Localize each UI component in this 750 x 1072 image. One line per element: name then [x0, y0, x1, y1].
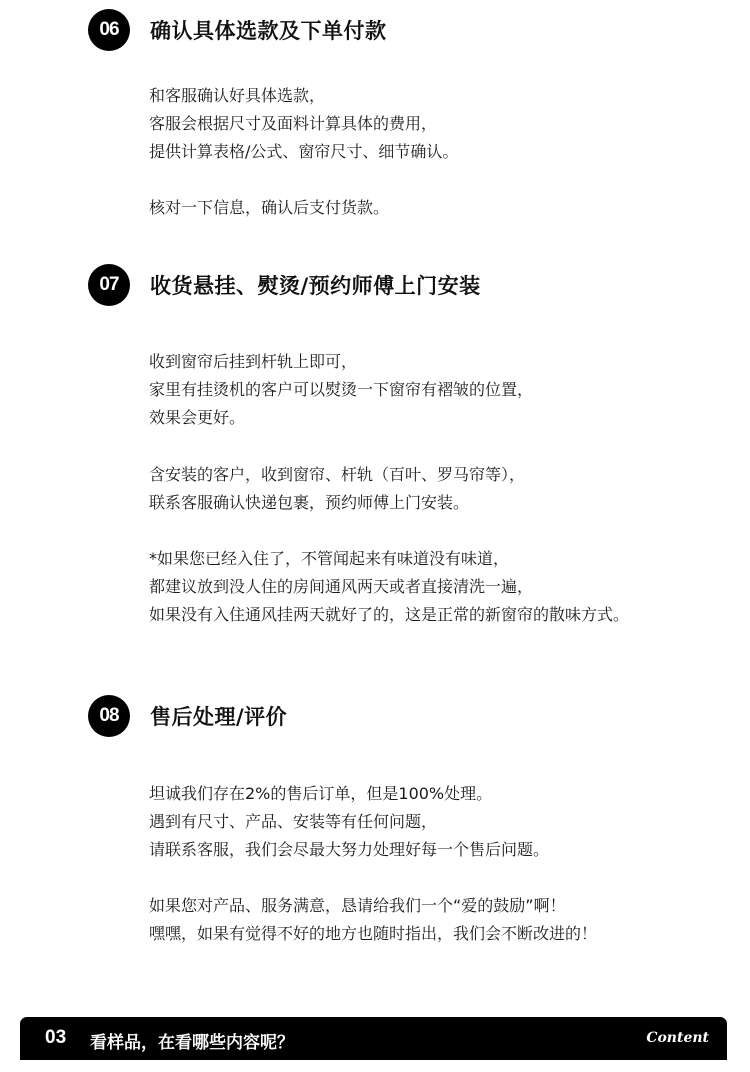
section-08-header	[88, 695, 287, 737]
paragraph	[149, 194, 389, 222]
text-line: 如果您对产品、服务满意，恳请给我们一个“爱的鼓励”啊！	[149, 896, 566, 915]
section-title: 售后处理/评价	[150, 705, 288, 729]
text-line: 效果会更好。	[149, 408, 246, 427]
text-line: 请联系客服，我们会尽最大努力处理好每一个售后问题。	[149, 840, 550, 859]
text-line: 嘿嘿，如果有觉得不好的地方也随时指出，我们会不断改进的！	[149, 924, 598, 943]
section-title: 收货悬挂、熨烫/预约师傅上门安装	[150, 274, 481, 298]
paragraph	[149, 348, 533, 432]
text-line: 客服会根据尺寸及面料计算具体的费用，	[149, 114, 438, 133]
banner-number: 03	[45, 1027, 67, 1048]
text-line: 含安装的客户，收到窗帘、杆轨（百叶、罗马帘等），	[149, 465, 526, 484]
text-line: 家里有挂烫机的客户可以熨烫一下窗帘有褶皱的位置，	[149, 380, 534, 399]
section-title: 确认具体选款及下单付款	[150, 19, 387, 43]
paragraph	[149, 892, 597, 948]
section-07-header	[88, 264, 481, 306]
paragraph	[149, 780, 549, 864]
banner-title: 看样品，在看哪些内容呢？	[90, 1033, 294, 1053]
text-line: 收到窗帘后挂到杆轨上即可，	[149, 352, 358, 371]
content-logo: Content	[646, 1030, 709, 1046]
section-banner	[20, 1017, 727, 1060]
paragraph	[149, 461, 525, 517]
paragraph	[149, 82, 458, 166]
step-number-badge: 07	[88, 264, 130, 306]
paragraph	[149, 545, 629, 629]
text-line: 都建议放到没人住的房间通风两天或者直接清洗一遍，	[149, 577, 534, 596]
text-line: 遇到有尺寸、产品、安装等有任何问题，	[149, 812, 438, 831]
step-number-badge: 08	[88, 695, 130, 737]
text-line: *如果您已经入住了，不管闻起来有味道没有味道，	[149, 549, 510, 568]
text-line: 如果没有入住通风挂两天就好了的，这是正常的新窗帘的散味方式。	[149, 605, 630, 624]
text-line: 联系客服确认快递包裹，预约师傅上门安装。	[149, 493, 470, 512]
text-line: 提供计算表格/公式、窗帘尺寸、细节确认。	[149, 142, 459, 161]
text-line: 和客服确认好具体选款，	[149, 86, 326, 105]
text-line: 坦诚我们存在2%的售后订单，但是100%处理。	[149, 784, 493, 803]
text-line: 核对一下信息，确认后支付货款。	[149, 198, 390, 217]
section-06-header	[88, 9, 387, 51]
step-number-badge: 06	[88, 9, 130, 51]
